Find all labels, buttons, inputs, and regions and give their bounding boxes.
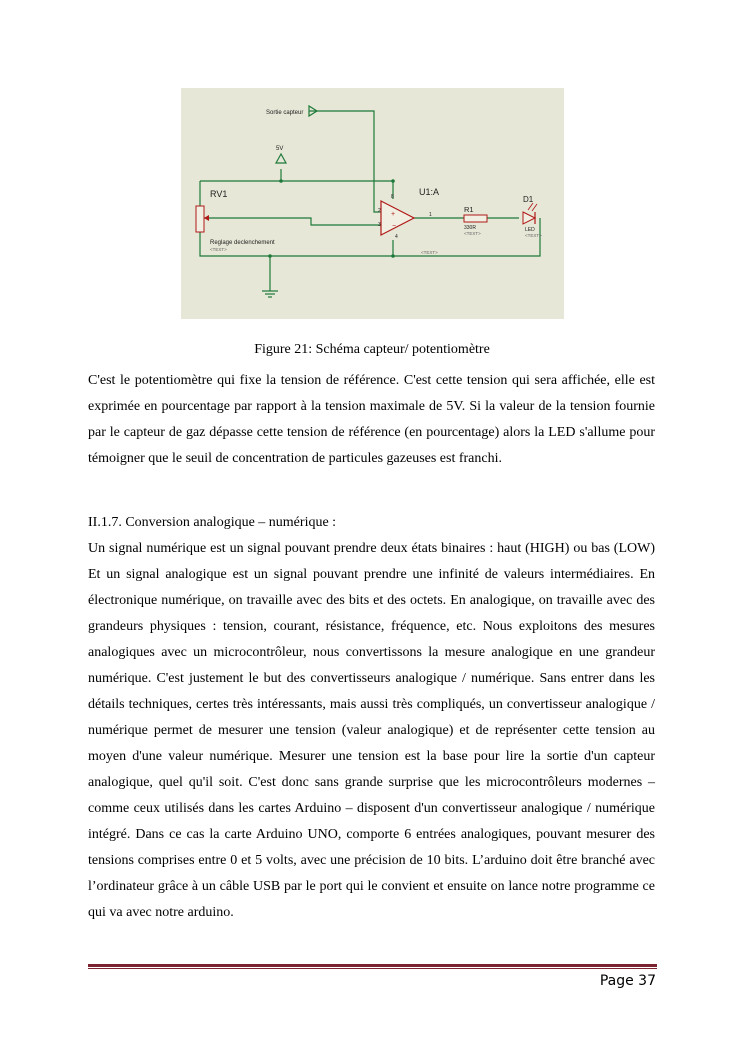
label-d1: D1 [523, 195, 534, 204]
paragraph-potentiometer: C'est le potentiomètre qui fixe la tension de référence. C'est cette tension qui sera affichée, elle est exprimée en pourcentage par rapport à la tension maximale de 5V. Si la valeur de la tension fournie par le capteur de gaz dépasse cette tension de référence (en pourcentage) alors la LED s'allume pour témoigner que le seuil de concentration de particules gazeuses est franchi. [88, 373, 655, 466]
junction-ground [268, 254, 272, 258]
label-r1: R1 [464, 205, 474, 214]
footer-rule-thin [88, 968, 657, 969]
opamp-u1a [381, 201, 414, 235]
potentiometer-rv1 [196, 206, 204, 232]
label-reglage: Reglage declenchement [210, 240, 275, 246]
footer-rule-thick [88, 964, 657, 967]
circuit-schematic-figure [181, 88, 564, 319]
paragraph-conversion: Un signal numérique est un signal pouvant prendre deux états binaires : haut (HIGH) ou bas (LOW) Et un signal analogique est un signal pouvant prendre une infinité de valeurs intermédiaires. En électronique numérique, on travaille avec des bits et des octets. En analogique, on travaille avec des grandeurs physiques : tension, courant, résistance, fréquence, etc. Nous exploitons des mesures analogiques avec un microcontrôleur, nous convertissons la mesure analogique en une grandeur numérique. C'est justement le but des convertisseurs analogique / numérique. Sans entrer dans les détails techniques, certes très intéressants, mais aussi très compliqués, un convertisseur analogique / numérique permet de mesurer une tension (valeur analogique) et de représenter cette tension au moyen d'une valeur numérique. Mesurer une tension est la base pour lire la sortie d'un capteur analogique, quel qu'il soit. C'est donc sans grande surprise que les microcontrôleurs modernes – comme ceux utilisés dans les cartes Arduino – disposent d'un convertisseur analogique / numérique intégré. Dans ce cas la carte Arduino UNO, comporte 6 entrées analogiques, pouvant mesurer des tensions comprises entre 0 et 5 volts, avec une précision de 10 bits. L’arduino doit être branché avec l’ordinateur grâce à un câble USB par le port qui le convient et ensuite on lance notre programme ce qui va avec notre arduino. [88, 541, 655, 920]
label-rv1-text: <TEXT> [210, 247, 227, 252]
label-pin8: 8 [391, 194, 394, 200]
circuit-schematic [181, 88, 564, 319]
page-number: Page 37 [599, 973, 656, 989]
label-r1-value: 330R [464, 225, 476, 231]
label-led-text: <TEXT> [525, 233, 542, 238]
junction-opamp-ground [391, 254, 395, 258]
label-sortie-capteur: Sortie capteur [266, 110, 304, 116]
resistor-r1 [464, 215, 487, 222]
label-led: LED [525, 227, 535, 233]
potentiometer-wiper [204, 215, 209, 221]
label-pin4: 4 [395, 234, 398, 240]
label-r1-text: <TEXT> [464, 231, 481, 236]
label-rv1: RV1 [210, 189, 228, 199]
junction-5v [279, 179, 283, 183]
label-pin2: 2 [378, 208, 381, 214]
led-ray-2 [532, 204, 537, 211]
label-pin1: 1 [429, 212, 432, 218]
label-5v: 5V [276, 146, 284, 152]
ground-symbol [262, 291, 278, 297]
opamp-plus-sign: + [391, 211, 396, 218]
circuit-wires [200, 111, 540, 291]
section-heading: II.1.7. Conversion analogique – numérique : [88, 515, 337, 530]
led-d1 [523, 212, 535, 224]
label-pin3: 3 [378, 222, 381, 228]
opamp-minus-sign: − [392, 223, 397, 230]
led-ray-1 [528, 203, 533, 210]
power-5v-symbol [276, 154, 286, 163]
components [196, 106, 537, 297]
figure-caption: Figure 21: Schéma capteur/ potentiomètre [254, 342, 490, 357]
junction-supply [391, 179, 395, 183]
label-u1a: U1:A [419, 187, 440, 197]
label-opamp-text: <TEXT> [421, 250, 438, 255]
